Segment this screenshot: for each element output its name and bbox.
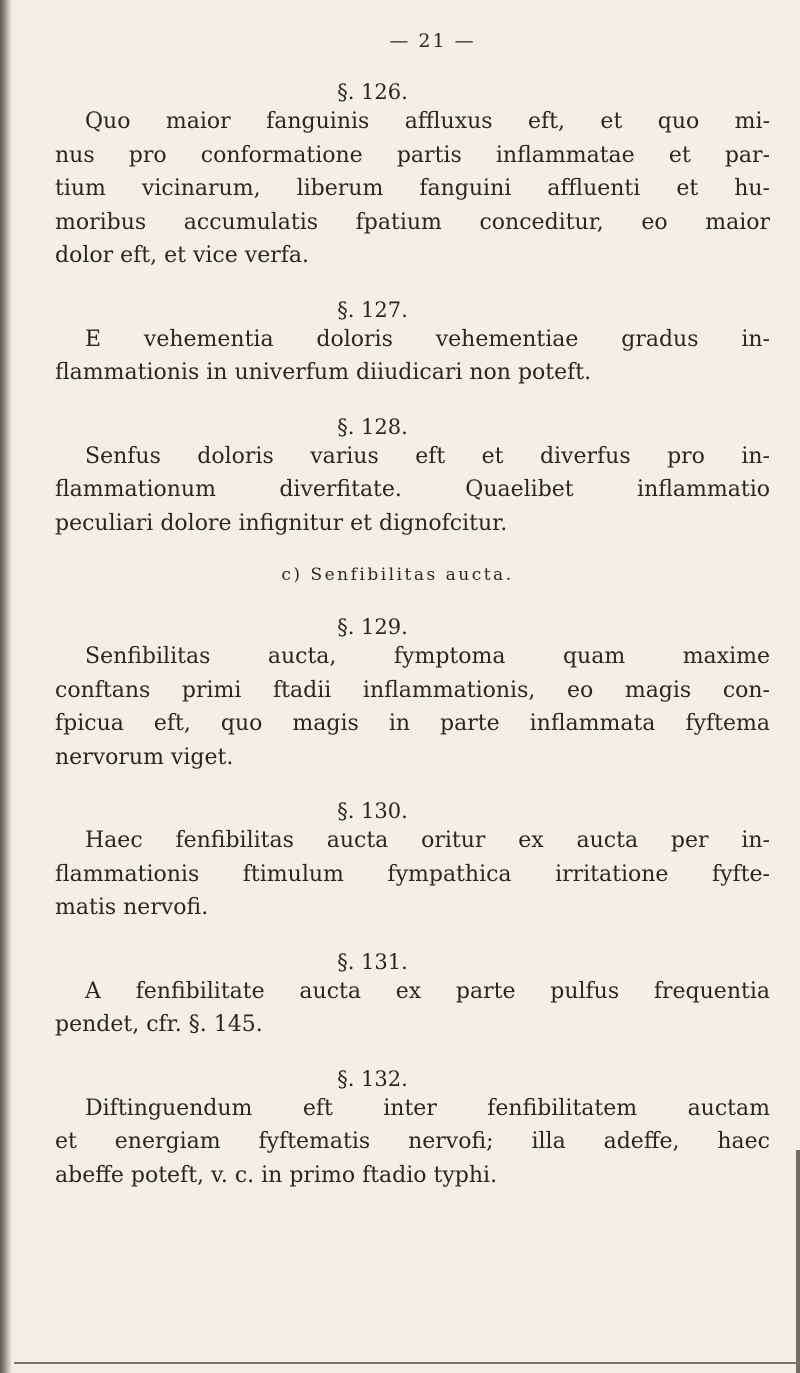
text-line: et energiam fyftematis nervofi; illa adeffe, haec	[55, 1129, 770, 1154]
page-bottom-edge	[14, 1362, 800, 1364]
section	[55, 799, 770, 924]
text-line: nus pro conformatione partis inflammatae et par-	[55, 142, 770, 168]
text-line: Diftinguendum eft inter fenfibilitatem auctam	[85, 1095, 770, 1121]
text-line: flammationis ftimulum fympathica irritatione fyfte-	[55, 861, 770, 887]
section	[55, 1067, 770, 1192]
section-mark: §. 132.	[337, 1066, 408, 1091]
section	[55, 415, 770, 540]
section	[55, 615, 770, 773]
page-body	[55, 30, 770, 1217]
page-right-edge	[796, 1150, 800, 1373]
text-line: nervorum viget.	[55, 744, 234, 770]
text-line: E vehementia doloris vehementiae gradus in-	[85, 326, 770, 352]
text-line: moribus accumulatis fpatium conceditur, eo maior	[55, 209, 770, 235]
section	[55, 80, 770, 272]
text-line: Senfibilitas aucta, fymptoma quam maxime	[85, 644, 770, 669]
section	[55, 298, 770, 389]
section-mark: §. 128.	[337, 414, 408, 439]
text-line: matis nervofi.	[55, 895, 209, 920]
text-line: conftans primi ftadii inflammationis, eo magis con-	[55, 677, 770, 703]
section-mark: §. 131.	[337, 949, 408, 974]
text-line: dolor eft, et vice verfa.	[55, 243, 309, 268]
text-line: abeffe poteft, v. c. in primo ftadio typhi.	[55, 1162, 498, 1188]
text-line: Haec fenfibilitas aucta oritur ex aucta per in-	[85, 828, 770, 853]
text-line: fpicua eft, quo magis in parte inflammata fyftema	[55, 711, 770, 736]
text-line: Quo maior fanguinis affluxus eft, et quo mi-	[85, 109, 770, 134]
page-number: — 21 —	[389, 30, 476, 52]
section-mark: §. 130.	[337, 799, 408, 823]
section	[55, 950, 770, 1041]
sections-group-a	[55, 80, 770, 539]
sections-group-b	[55, 615, 770, 1191]
text-line: pendet, cfr. §. 145.	[55, 1012, 263, 1037]
text-line: tium vicinarum, liberum fanguini affluenti et hu-	[55, 176, 770, 201]
text-line: Senfus doloris varius eft et diverfus pro in-	[85, 443, 770, 469]
subheading: c) Senfibilitas aucta.	[281, 565, 514, 585]
section-mark: §. 129.	[337, 615, 408, 639]
text-line: peculiari dolore infignitur et dignofcitur.	[55, 510, 508, 536]
page-binding-edge	[0, 0, 12, 1373]
section-mark: §. 127.	[337, 297, 408, 322]
section-mark: §. 126.	[337, 80, 408, 104]
text-line: flammationis in univerfum diiudicari non poteft.	[55, 360, 592, 385]
text-line: A fenfibilitate aucta ex parte pulfus frequentia	[85, 978, 770, 1004]
text-line: flammationum diverfitate. Quaelibet inflammatio	[55, 477, 770, 502]
